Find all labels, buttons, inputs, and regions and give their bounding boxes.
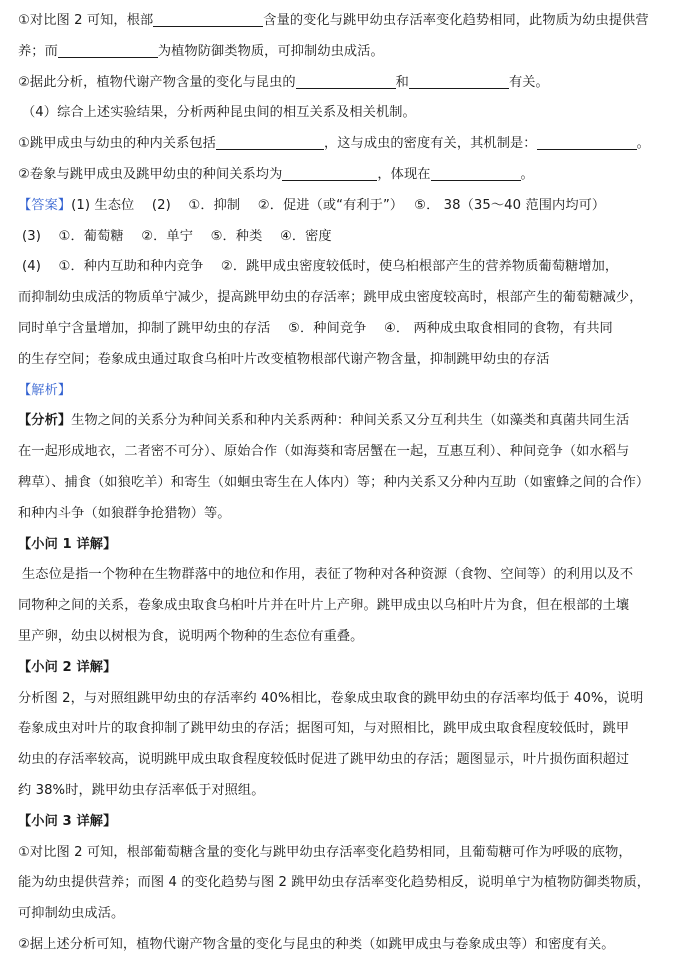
xiaowen3-line-3: 可抑制幼虫成活。 (18, 906, 125, 922)
xiaowen3-line-2: 能为幼虫提供营养；而图 4 的变化趋势与图 2 跳甲幼虫存活率变化趋势相反，说明单宁为植物防御类物质， (18, 875, 651, 891)
xiaowen2-label: 【小问 2 详解】 (18, 659, 117, 675)
q4-title: （4）综合上述实验结果，分析两种昆虫间的相互关系及相关机制。 (22, 105, 416, 121)
answer-blank (296, 74, 396, 89)
q4-line-2 (18, 160, 676, 191)
text-segment: ②据此分析，植物代谢产物含量的变化与昆虫的 (18, 74, 296, 90)
xiaowen1-line-3: 里产卵，幼虫以树根为食，说明两个物种的生态位有重叠。 (18, 628, 364, 644)
answer-blank (153, 12, 263, 27)
answer-blank (431, 166, 521, 181)
xiaowen3-line-4: ②据上述分析可知，植物代谢产物含量的变化与昆虫的种类（如跳甲成虫与卷象成虫等）和密度有关。 (18, 936, 615, 952)
text-segment: 为植物防御类物质，可抑制幼虫成活。 (157, 43, 384, 59)
text-segment: 。 (520, 166, 534, 182)
analysis-line-3: 稗草）、捕食（如狼吃羊）和寄生（如蛔虫寄生在人体内）等；种内关系又分种内互助（如蜜蜂之间的合作） (18, 474, 650, 490)
q3-line-3 (18, 68, 676, 99)
answer-line-5: 同时单宁含量增加，抑制了跳甲幼虫的存活 ⑤．种间竞争 ④． 两种成虫取食相同的食物，有共同 (18, 320, 613, 336)
answer-blank (58, 43, 158, 58)
analysis-line-4: 和种内斗争（如狼群争抢猎物）等。 (18, 505, 231, 521)
analysis-line-2: 在一起形成地衣，二者密不可分）、原始合作（如海葵和寄居蟹在一起，互惠互利）、种间竞争（如水稻与 (18, 444, 630, 460)
answer-line-4: 而抑制幼虫成活的物质单宁减少，提高跳甲幼虫的存活率；跳甲成虫密度较高时，根部产生的葡萄糖减少， (18, 290, 643, 306)
q4-line-1 (18, 129, 676, 160)
analysis-label: 【解析】 (18, 382, 72, 398)
answer-line-3: (4) ①．种内互助和种内竞争 ②．跳甲成虫密度较低时，使乌桕根部产生的营养物质葡萄糖增加， (22, 259, 619, 275)
answer-blank (216, 135, 324, 150)
answer-label: 【答案】 (18, 197, 72, 213)
xiaowen1-label: 【小问 1 详解】 (18, 536, 117, 552)
xiaowen1-line-1: 生态位是指一个物种在生物群落中的地位和作用，表征了物种对各种资源（食物、空间等）的利用以及不 (22, 567, 634, 583)
text-segment: 含量的变化与跳甲幼虫存活率变化趋势相同，此物质为幼虫提供营 (263, 13, 649, 28)
text-segment: 养；而 (18, 43, 58, 59)
xiaowen2-line-4: 约 38%时，跳甲幼虫存活率低于对照组。 (18, 782, 265, 798)
xiaowen2-line-2: 卷象成虫对叶片的取食抑制了跳甲幼虫的存活；据图可知，与对照相比，跳甲成虫取食程度较低时，跳甲 (18, 721, 630, 737)
answer-line-2: (3) ①．葡萄糖 ②．单宁 ⑤．种类 ④．密度 (22, 228, 332, 244)
answer-line-1 (18, 191, 676, 222)
text-segment: ①对比图 2 可知，根部 (18, 13, 154, 28)
q3-line-2 (18, 37, 676, 68)
text-segment: 和 (395, 74, 409, 90)
text-segment: (1) 生态位 (2) ①．抑制 ②．促进（或“有利于”） ⑤． 38（35～40 范围内均可） (71, 197, 606, 213)
text-segment: ，体现在 (377, 166, 431, 182)
analysis-line-1 (18, 406, 676, 437)
xiaowen2-line-3: 幼虫的存活率较高，说明跳甲成虫取食程度较低时促进了跳甲幼虫的存活；题图显示，叶片损伤面积超过 (18, 752, 630, 768)
answer-blank (409, 74, 509, 89)
answer-line-6: 的生存空间；卷象成虫通过取食乌桕叶片改变植物根部代谢产物含量，抑制跳甲幼虫的存活 (18, 351, 550, 367)
q3-line-1 (18, 6, 676, 37)
xiaowen3-label: 【小问 3 详解】 (18, 813, 117, 829)
answer-blank (537, 135, 637, 150)
text-segment: 有关。 (508, 74, 549, 90)
analysis-fenxi-label: 【分析】 (18, 413, 72, 429)
text-segment: 。 (636, 136, 650, 152)
answer-blank (282, 166, 377, 181)
xiaowen1-line-2: 同物种之间的关系，卷象成虫取食乌桕叶片并在叶片上产卵。跳甲成虫以乌桕叶片为食，但在根部的土壤 (18, 598, 630, 614)
xiaowen3-line-1: ①对比图 2 可知，根部葡萄糖含量的变化与跳甲幼虫存活率变化趋势相同，且葡萄糖可作为呼吸的底物， (18, 844, 632, 860)
text-segment: ，这与成虫的密度有关，其机制是： (323, 136, 537, 152)
text-segment: ②卷象与跳甲成虫及跳甲幼虫的种间关系均为 (18, 166, 283, 182)
text-segment: ①跳甲成虫与幼虫的种内关系包括 (18, 136, 216, 152)
xiaowen2-line-1: 分析图 2，与对照组跳甲幼虫的存活率约 40%相比，卷象成虫取食的跳甲幼虫的存活率均低于 40%，说明 (18, 690, 644, 706)
text-segment: 生物之间的关系分为种间关系和种内关系两种：种间关系又分互利共生（如藻类和真菌共同生活 (71, 413, 630, 429)
